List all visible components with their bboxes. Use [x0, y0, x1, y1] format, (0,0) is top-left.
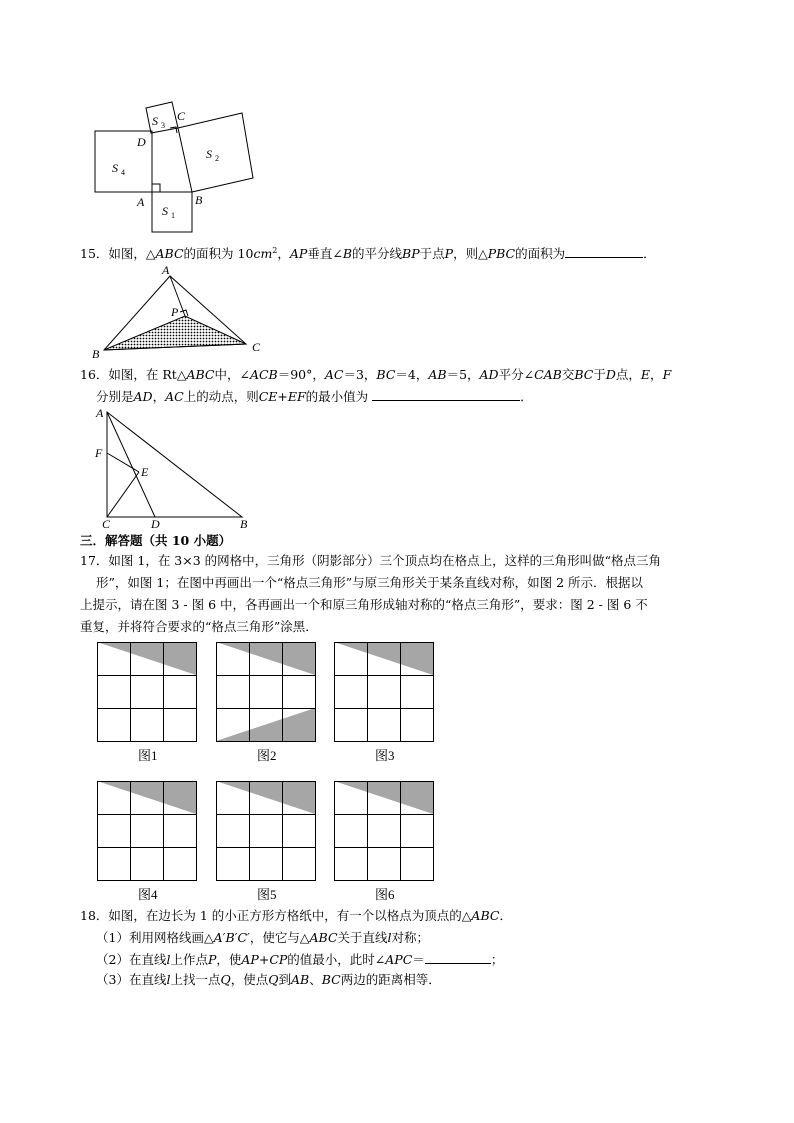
grid-fig6[interactable]: [334, 781, 434, 881]
grid-fig1[interactable]: [97, 642, 197, 742]
grid-fig4[interactable]: [97, 781, 197, 881]
q18-item2: （2）在直线l上作点P，使AP+CP的值最小，此时∠APC＝ ；: [96, 952, 504, 967]
grid-caption-6: 图6: [375, 887, 395, 902]
q17-line1: 17．如图 1，在 3×3 的网格中，三角形（阴影部分）三个顶点均在格点上，这样的三角形叫做“格点三角: [80, 553, 662, 568]
q16-figure: [90, 404, 260, 530]
label-p: P: [171, 305, 179, 319]
q18-line1: 18．如图，在边长为 1 的小正方形方格纸中，有一个以格点为顶点的△ABC．: [80, 908, 512, 923]
label-s3-sub: 3: [161, 121, 165, 130]
grid-caption-1: 图1: [138, 748, 158, 763]
label-f: F: [95, 446, 103, 460]
label-b: B: [92, 347, 100, 361]
grid-caption-2: 图2: [257, 748, 277, 763]
label-c: C: [177, 109, 186, 123]
grid-fig2[interactable]: [216, 642, 316, 742]
label-c: C: [102, 517, 111, 530]
section-title: 三．解答题（共 10 小题）: [80, 533, 232, 548]
q14-figure: [90, 98, 260, 238]
label-s2-sub: 2: [215, 154, 219, 163]
label-s4-sub: 4: [121, 168, 125, 177]
label-e: E: [141, 465, 149, 479]
q17-line3: 上提示，请在图 3 - 图 6 中，各再画出一个和原三角形成轴对称的“格点三角形”，要求：图 2 - 图 6 不: [80, 597, 648, 612]
label-s2: S: [206, 147, 212, 161]
label-d: D: [137, 135, 146, 149]
q16-line2: 分别是AD，AC上的动点，则CE+EF的最小值为 ．: [96, 389, 533, 404]
label-s1-sub: 1: [171, 211, 175, 220]
grid-caption-5: 图5: [257, 887, 277, 902]
answer-blank-18[interactable]: [425, 951, 491, 964]
grid-fig5[interactable]: [216, 781, 316, 881]
q18-item3: （3）在直线l上找一点Q，使点Q到AB、BC两边的距离相等．: [96, 972, 441, 987]
label-s3: S: [152, 114, 158, 128]
q15-text: 15．如图，△ABC的面积为 $10cm^2$，AP垂直∠B的平分线BP于点P，则△PBC的面积为 ．: [80, 246, 656, 262]
q16-line1: 16．如图，在 Rt△ABC中，∠ACB＝90°，AC＝3，BC＝4，AB＝5，AD平分∠CAB交BC于D点，E，F: [80, 367, 672, 382]
answer-blank-15[interactable]: [565, 245, 643, 258]
square-s2: [178, 113, 253, 192]
grid-caption-4: 图4: [138, 887, 158, 902]
answer-blank-16[interactable]: [372, 388, 520, 401]
label-s4: S: [112, 161, 118, 175]
q17-line4: 重复，并将符合要求的“格点三角形”涂黑．: [80, 619, 318, 634]
label-a: A: [162, 263, 170, 277]
label-a: A: [96, 406, 104, 420]
grid-caption-3: 图3: [375, 748, 395, 763]
label-s1: S: [162, 204, 168, 218]
label-a: A: [137, 195, 145, 209]
label-b: B: [195, 193, 203, 207]
q17-line2: 形”，如图 1；在图中再画出一个“格点三角形”与原三角形关于某条直线对称，如图 2 所示．根据以: [96, 575, 643, 590]
label-c: C: [252, 340, 261, 354]
label-d: D: [151, 517, 160, 530]
q18-item1: （1）利用网格线画△A′B′C′，使它与△ABC关于直线l对称；: [96, 930, 430, 945]
grid-fig3[interactable]: [334, 642, 434, 742]
q15-figure: [88, 262, 278, 362]
label-b: B: [240, 517, 248, 530]
